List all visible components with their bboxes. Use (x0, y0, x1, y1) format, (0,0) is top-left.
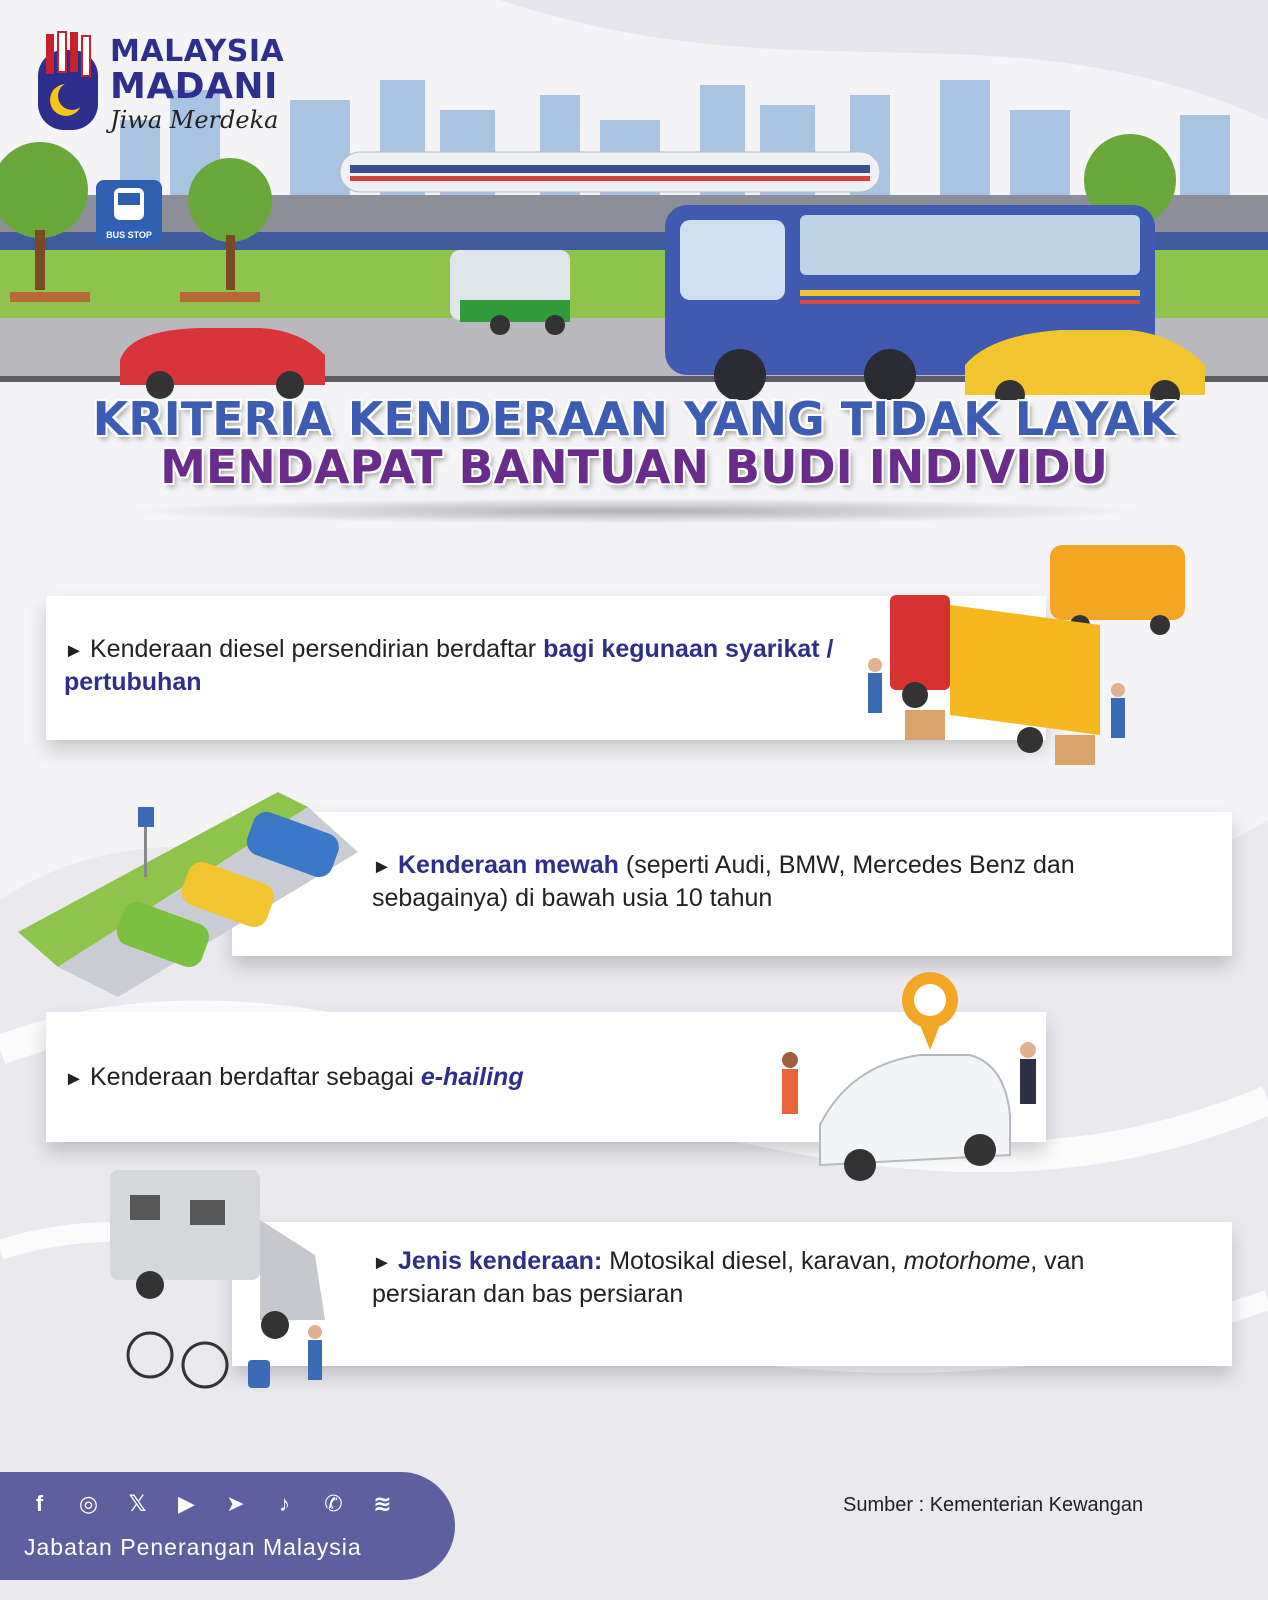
x-icon[interactable]: 𝕏 (128, 1491, 147, 1516)
title-shadow (120, 498, 1150, 524)
red-car-icon (120, 328, 325, 399)
source-credit: Sumber : Kementerian Kewangan (843, 1494, 1144, 1516)
criteria-card-2 (232, 812, 1232, 956)
title-line-1: KRITERIA KENDERAAN YANG TIDAK LAYAK (92, 392, 1176, 446)
criteria-3-text: ► Kenderaan berdaftar sebagai e-hailing (64, 1062, 764, 1095)
logo-tagline: Jiwa Merdeka (110, 106, 279, 134)
criteria-3-highlight: e-hailing (420, 1063, 524, 1091)
spotify-icon[interactable]: ≋ (373, 1491, 392, 1516)
logo-line-1: MALAYSIA (110, 34, 285, 69)
criteria-4-highlight: Jenis kenderaan: (398, 1247, 603, 1275)
bus-stop-label: BUS STOP (106, 230, 152, 240)
motorhome-icon (110, 1160, 340, 1400)
criteria-1-text: ► Kenderaan diesel persendirian berdaftar bagi kegunaan syarikat / pertubuhan (64, 635, 834, 696)
telegram-icon[interactable]: ➤ (226, 1491, 245, 1516)
youtube-icon[interactable]: ▶ (178, 1491, 195, 1516)
bullet-arrow: ► (64, 1068, 84, 1090)
logo-line-2: MADANI (110, 66, 278, 107)
e-hailing-car-icon (770, 965, 1070, 1205)
criteria-2-highlight: Kenderaan mewah (398, 851, 619, 879)
criteria-card-4 (232, 1222, 1232, 1366)
bus-front-icon (96, 180, 162, 228)
criteria-2-text: ► Kenderaan mewah (seperti Audi, BMW, Mercedes Benz dan sebagainya) di bawah usia 10 tahun (372, 851, 1075, 912)
title-line-2: MENDAPAT BANTUAN BUDI INDIVIDU (160, 440, 1108, 494)
delivery-truck-icon (860, 535, 1200, 790)
tiktok-icon[interactable]: ♪ (279, 1491, 290, 1516)
organization-name: Jabatan Penerangan Malaysia (24, 1534, 362, 1560)
bus-stop-sign (96, 180, 162, 244)
criteria-1-highlight: bagi kegunaan syarikat / pertubuhan (64, 635, 834, 696)
bullet-arrow: ► (372, 1252, 392, 1274)
instagram-icon[interactable]: ◎ (78, 1491, 99, 1516)
footer-bar (0, 1472, 455, 1580)
criteria-4-text: ► Jenis kenderaan: Motosikal diesel, karavan, motorhome, van persiaran dan bas persiaran (372, 1247, 1085, 1308)
social-icons (22, 1486, 400, 1521)
facebook-icon[interactable]: f (35, 1491, 44, 1516)
whatsapp-icon[interactable]: ✆ (324, 1491, 343, 1516)
bullet-arrow: ► (64, 640, 84, 662)
malaysia-madani-logo (32, 30, 302, 140)
bullet-arrow: ► (372, 856, 392, 878)
parked-cars-icon (18, 792, 358, 997)
train-icon (340, 152, 880, 192)
hand-flag-emblem-icon (32, 30, 104, 134)
